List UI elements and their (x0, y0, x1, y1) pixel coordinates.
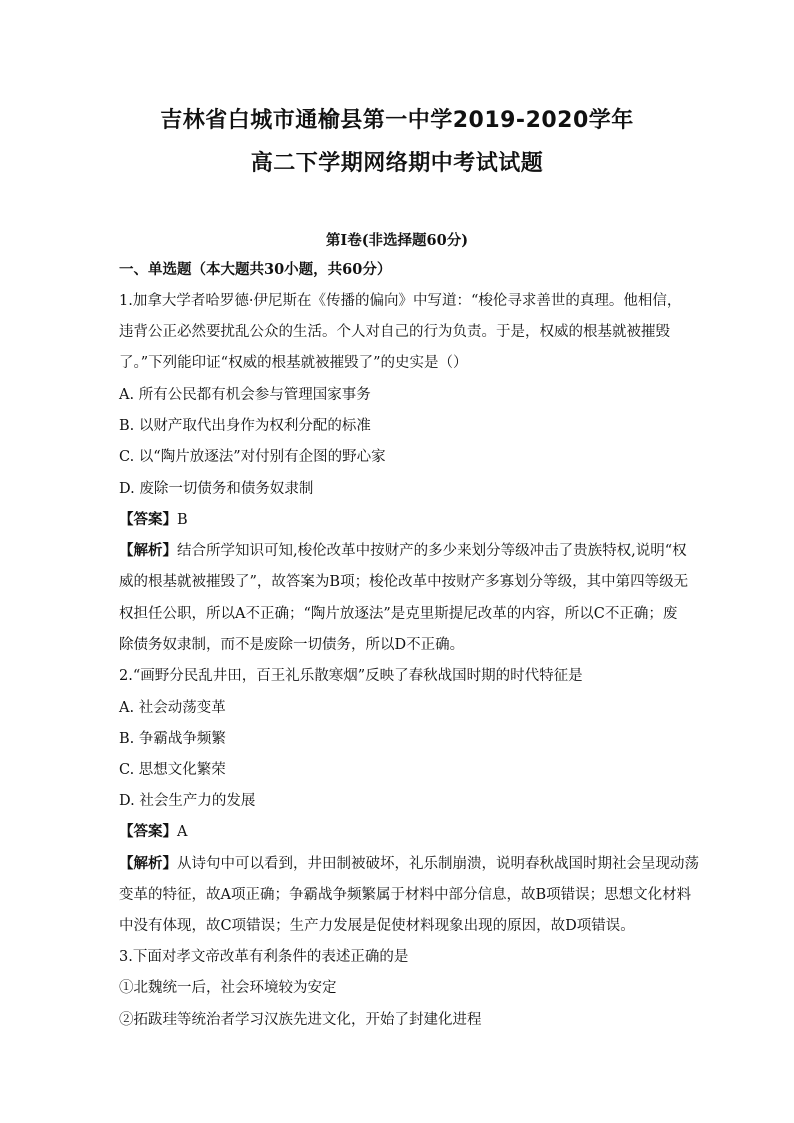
q1-stem-line2: 违背公正必然要扰乱公众的生活。个人对自己的行为负责。于是，权威的根基就被摧毁 (119, 324, 670, 340)
q2-analysis-line3: 中没有体现，故C项错误；生产力发展是促使材料现象出现的原因，故D项错误。 (119, 918, 635, 934)
q1-analysis-line1 (119, 541, 687, 561)
q1-stem-line1: 1.加拿大学者哈罗德·伊尼斯在《传播的偏向》中写道：“梭伦寻求善世的真理。他相信， (119, 293, 682, 309)
q1-analysis-line2: 威的根基就被摧毁了”，故答案为B项；梭伦改革中按财产多寡划分等级，其中第四等级无 (119, 574, 689, 590)
q2-stem-line1: 2.“画野分民乱井田，百王礼乐散寒烟”反映了春秋战国时期的时代特征是 (119, 668, 583, 684)
section-label: 第Ⅰ卷(非选择题60分) (325, 232, 469, 249)
analysis-text: 结合所学知识可知,梭伦改革中按财产的多少来划分等级冲击了贵族特权,说明“权 (177, 543, 687, 559)
q1-answer (119, 510, 679, 530)
document-title-line1: 吉林省白城市通榆县第一中学2019-2020学年 (160, 108, 634, 133)
analysis-tag: 【解析】 (119, 542, 177, 559)
q1-analysis-line3: 权担任公职，所以A不正确；“陶片放逐法”是克里斯提尼改革的内容，所以C不正确；废 (119, 606, 678, 622)
document-title-line2: 高二下学期网络期中考试试题 (250, 151, 544, 176)
q3-item-2: ②拓跋珪等统治者学习汉族先进文化，开始了封建化进程 (119, 1012, 482, 1028)
answer-tag: 【答案】 (119, 511, 177, 528)
part-heading: 一、单选题（本大题共30小题，共60分） (119, 261, 392, 278)
analysis-text: 从诗句中可以看到，井田制被破坏，礼乐制崩溃，说明春秋战国时期社会呈现动荡 (177, 856, 699, 872)
q1-stem-line3: 了。”下列能印证“权威的根基就被摧毁了”的史实是（） (119, 355, 468, 371)
q1-option-b: B. 以财产取代出身作为权利分配的标准 (119, 418, 371, 434)
answer-tag: 【答案】 (119, 823, 177, 840)
q1-option-a: A. 所有公民都有机会参与管理国家事务 (119, 387, 371, 403)
q1-option-c: C. 以“陶片放逐法”对付别有企图的野心家 (119, 449, 386, 465)
q2-option-b: B. 争霸战争频繁 (119, 731, 226, 747)
q1-analysis-line4: 除债务奴隶制，而不是废除一切债务，所以D不正确。 (119, 637, 465, 653)
q2-analysis-line2: 变革的特征，故A项正确；争霸战争频繁属于材料中部分信息，故B项错误；思想文化材料 (119, 887, 692, 903)
analysis-tag: 【解析】 (119, 855, 177, 872)
q2-analysis-line1 (119, 854, 699, 874)
answer-value: B (177, 512, 188, 528)
answer-value: A (177, 824, 188, 840)
q3-item-1: ①北魏统一后，社会环境较为安定 (119, 980, 337, 996)
q2-option-a: A. 社会动荡变革 (119, 700, 226, 716)
q2-option-c: C. 思想文化繁荣 (119, 762, 226, 778)
q2-answer (119, 822, 679, 842)
q3-stem-line1: 3.下面对孝文帝改革有利条件的表述正确的是 (119, 949, 409, 965)
q2-option-d: D. 社会生产力的发展 (119, 793, 256, 809)
q1-option-d: D. 废除一切债务和债务奴隶制 (119, 481, 314, 497)
